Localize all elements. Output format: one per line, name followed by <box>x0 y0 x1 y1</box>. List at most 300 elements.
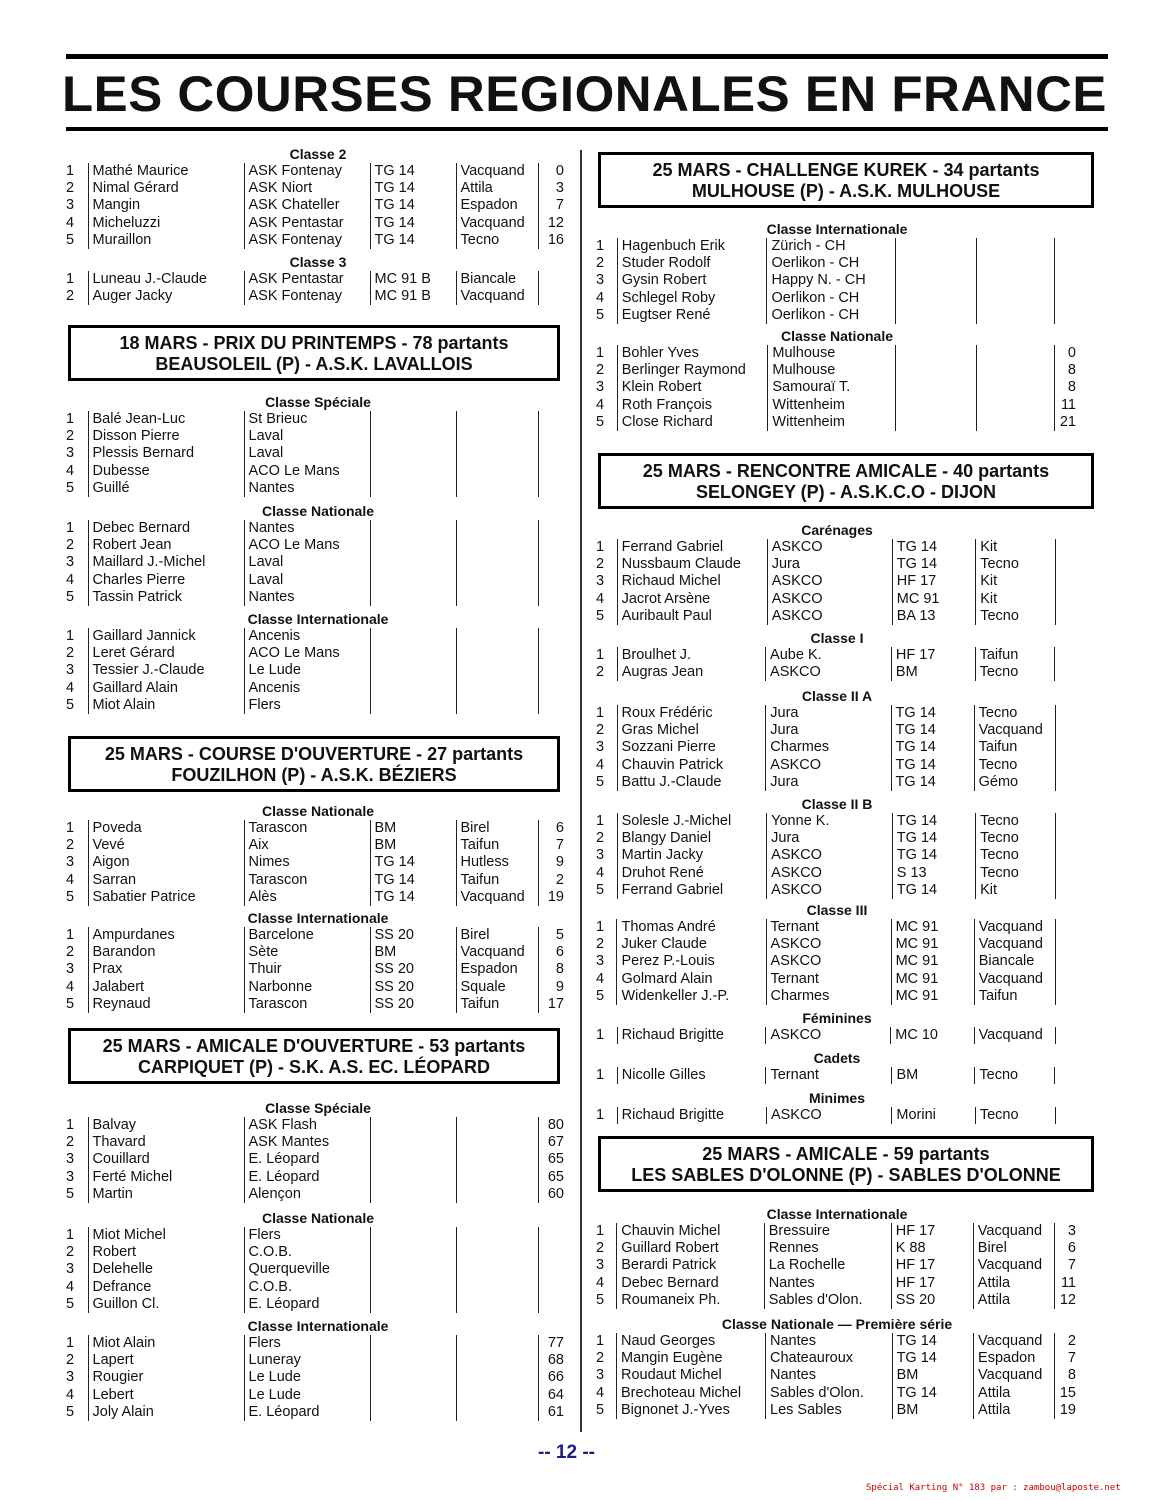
position-cell: 2 <box>66 1244 75 1261</box>
driver-cell: Ferté Michel <box>88 1169 244 1186</box>
points-cell <box>1055 1067 1078 1084</box>
table-row <box>66 1369 566 1386</box>
points-cell: 6 <box>538 944 566 961</box>
chassis-cell <box>456 1186 538 1203</box>
points-cell <box>1055 953 1078 970</box>
position-cell: 5 <box>66 888 75 905</box>
position-cell: 1 <box>66 1117 75 1133</box>
points-cell <box>538 662 566 679</box>
club-cell: Ternant <box>766 1067 892 1084</box>
points-cell: 3 <box>538 180 566 197</box>
driver-cell: Leret Gérard <box>88 645 244 662</box>
club-cell: ASKCO <box>767 539 892 556</box>
chassis-cell: Biancale <box>456 271 538 288</box>
driver-cell: Auribault Paul <box>617 608 767 625</box>
table-row <box>66 411 566 428</box>
table-row <box>66 554 566 571</box>
points-cell: 19 <box>538 889 566 906</box>
club-cell: Le Lude <box>244 1369 370 1386</box>
club-cell: E. Léopard <box>244 1169 370 1186</box>
driver-cell: Eugtser René <box>617 307 767 324</box>
chassis-cell <box>977 345 1055 362</box>
chassis-cell <box>456 428 538 445</box>
points-cell <box>1055 556 1078 573</box>
position-cell: 5 <box>596 1291 605 1308</box>
chassis-cell: Tecno <box>974 705 1055 722</box>
points-cell <box>1055 988 1078 1005</box>
club-cell: Oerlikon - CH <box>767 255 895 272</box>
engine-cell <box>895 255 977 272</box>
position-cell: 2 <box>596 556 605 573</box>
club-cell: Nantes <box>244 589 370 606</box>
race-title: 25 MARS - CHALLENGE KUREK - 34 partants <box>652 160 1040 180</box>
results-table <box>596 1027 1078 1044</box>
engine-cell: BM <box>370 820 456 837</box>
engine-cell: HF 17 <box>892 573 975 590</box>
results-table <box>596 238 1078 324</box>
club-cell: Wittenheim <box>768 397 895 414</box>
class-heading: Classe Internationale <box>247 611 389 627</box>
driver-cell: Joly Alain <box>88 1404 244 1421</box>
chassis-cell: Vacquand <box>974 919 1055 936</box>
chassis-cell: Vacquand <box>974 1027 1055 1044</box>
class-heading: Classe Nationale <box>261 503 375 519</box>
points-cell: 77 <box>538 1335 566 1352</box>
table-row <box>66 645 566 662</box>
result-group <box>66 910 570 1013</box>
chassis-cell <box>977 290 1055 307</box>
table-row <box>66 1134 566 1151</box>
position-cell: 2 <box>66 288 75 305</box>
engine-cell <box>370 1227 456 1244</box>
position-cell: 3 <box>66 662 75 679</box>
engine-cell <box>370 428 456 445</box>
club-cell: Ancenis <box>244 628 370 645</box>
engine-cell <box>895 414 976 431</box>
points-cell: 19 <box>1054 1402 1078 1419</box>
chassis-cell: Tecno <box>975 664 1055 681</box>
table-row <box>66 572 566 589</box>
results-table <box>66 1227 566 1313</box>
table-row <box>596 739 1078 756</box>
table-row <box>66 271 566 288</box>
points-cell <box>1055 1027 1078 1044</box>
chassis-cell: Kit <box>976 539 1055 556</box>
driver-cell: Tessier J.-Claude <box>88 662 244 679</box>
driver-cell: Defrance <box>88 1279 244 1296</box>
driver-cell: Gaillard Jannick <box>88 628 244 645</box>
club-cell: Jura <box>766 774 891 791</box>
engine-cell: TG 14 <box>892 539 975 556</box>
result-group <box>596 688 1078 791</box>
engine-cell: HF 17 <box>891 647 975 664</box>
points-cell: 68 <box>538 1352 566 1369</box>
position-cell: 5 <box>596 881 605 898</box>
results-table <box>66 1335 566 1421</box>
club-cell: ACO Le Mans <box>244 463 370 480</box>
engine-cell: BM <box>892 1367 973 1384</box>
chassis-cell <box>456 662 538 679</box>
points-cell <box>1055 722 1078 739</box>
driver-cell: Sozzani Pierre <box>617 739 766 756</box>
chassis-cell <box>456 520 538 537</box>
chassis-cell <box>977 397 1055 414</box>
result-group <box>596 1050 1078 1084</box>
chassis-cell <box>456 411 538 428</box>
club-cell: Nantes <box>764 1275 891 1292</box>
driver-cell: Roumaneix Ph. <box>617 1292 764 1309</box>
results-table <box>596 919 1078 1005</box>
position-cell: 2 <box>66 1134 75 1151</box>
driver-cell: Plessis Bernard <box>88 445 244 462</box>
chassis-cell: Attila <box>973 1292 1054 1309</box>
position-cell: 4 <box>66 214 75 231</box>
driver-cell: Naud Georges <box>617 1333 766 1350</box>
table-row <box>596 238 1078 255</box>
chassis-cell <box>456 1335 538 1352</box>
engine-cell <box>370 1134 456 1151</box>
chassis-cell <box>456 1261 538 1278</box>
class-heading: Classe Nationale <box>780 328 894 344</box>
chassis-cell <box>456 1244 538 1261</box>
results-table <box>596 1333 1078 1419</box>
chassis-cell <box>456 628 538 645</box>
club-cell: Yonne K. <box>767 813 893 830</box>
points-cell <box>1055 847 1078 864</box>
driver-cell: Roux Frédéric <box>617 705 766 722</box>
club-cell: ASKCO <box>767 847 893 864</box>
position-cell: 1 <box>66 927 75 943</box>
result-group <box>596 221 1078 324</box>
class-heading: Classe Nationale — Première série <box>721 1316 953 1332</box>
table-row <box>596 971 1078 988</box>
chassis-cell: Tecno <box>976 813 1055 830</box>
points-cell: 5 <box>538 927 566 944</box>
points-cell: 3 <box>1054 1223 1078 1240</box>
driver-cell: Miot Michel <box>88 1227 244 1244</box>
engine-cell <box>370 1244 456 1261</box>
chassis-cell: Taifun <box>974 988 1055 1005</box>
engine-cell <box>895 362 976 379</box>
race-header-box <box>598 453 1094 509</box>
table-row <box>66 463 566 480</box>
class-heading: Classe Nationale <box>261 803 375 819</box>
chassis-cell: Squale <box>456 979 538 996</box>
driver-cell: Blangy Daniel <box>617 830 767 847</box>
table-row <box>66 697 566 714</box>
table-row <box>596 591 1078 608</box>
points-cell <box>538 480 566 497</box>
table-row <box>596 272 1078 289</box>
club-cell: ASK Pentastar <box>244 215 370 232</box>
club-cell: Mulhouse <box>768 362 895 379</box>
engine-cell: MC 91 <box>891 953 974 970</box>
club-cell: ASKCO <box>766 1107 891 1124</box>
points-cell <box>538 463 566 480</box>
result-group <box>596 796 1078 899</box>
position-cell: 3 <box>596 1367 605 1384</box>
chassis-cell <box>456 463 538 480</box>
club-cell: St Brieuc <box>244 411 370 428</box>
engine-cell <box>370 645 456 662</box>
table-row <box>66 197 566 214</box>
table-row <box>66 1296 566 1313</box>
table-row <box>66 837 566 854</box>
club-cell: Barcelone <box>244 927 370 944</box>
table-row <box>66 1352 566 1369</box>
driver-cell: Golmard Alain <box>617 971 766 988</box>
points-cell <box>1055 865 1078 882</box>
position-cell: 4 <box>596 1384 605 1401</box>
chassis-cell <box>456 1169 538 1186</box>
engine-cell: TG 14 <box>891 722 974 739</box>
table-row <box>66 979 566 996</box>
club-cell: Jura <box>766 722 891 739</box>
position-cell: 3 <box>596 573 605 590</box>
driver-cell: Poveda <box>88 820 244 837</box>
page-number: -- 12 -- <box>538 1442 595 1463</box>
engine-cell: SS 20 <box>891 1292 973 1309</box>
position-cell: 5 <box>66 1403 75 1420</box>
club-cell: Sables d'Olon. <box>766 1385 893 1402</box>
engine-cell <box>370 628 456 645</box>
points-cell: 17 <box>538 996 566 1013</box>
class-heading: Classe 2 <box>289 146 347 162</box>
club-cell: Aix <box>244 837 370 854</box>
engine-cell: TG 14 <box>892 1333 973 1350</box>
chassis-cell: Kit <box>976 882 1055 899</box>
points-cell <box>1055 255 1078 272</box>
table-row <box>66 662 566 679</box>
chassis-cell: Tecno <box>976 865 1055 882</box>
result-group <box>66 394 570 497</box>
class-heading: Classe II A <box>801 688 873 704</box>
points-cell: 21 <box>1054 414 1078 431</box>
chassis-cell: Vacquand <box>456 288 538 305</box>
table-row <box>66 445 566 462</box>
club-cell: Laval <box>244 554 370 571</box>
points-cell <box>1055 539 1078 556</box>
position-cell: 2 <box>596 362 605 379</box>
driver-cell: Martin <box>88 1186 244 1203</box>
table-row <box>596 722 1078 739</box>
club-cell: E. Léopard <box>244 1151 370 1168</box>
table-row <box>66 1186 566 1203</box>
chassis-cell: Tecno <box>976 830 1055 847</box>
race-title: 25 MARS - AMICALE D'OUVERTURE - 53 partants <box>102 1036 526 1056</box>
result-group <box>596 328 1078 431</box>
driver-cell: Ferrand Gabriel <box>617 882 767 899</box>
club-cell: Nantes <box>244 520 370 537</box>
driver-cell: Chauvin Michel <box>617 1223 764 1240</box>
race-header-box <box>68 325 560 381</box>
points-cell: 9 <box>538 979 566 996</box>
table-row <box>66 288 566 305</box>
position-cell: 2 <box>596 722 605 739</box>
driver-cell: Mathé Maurice <box>88 163 244 180</box>
driver-cell: Thavard <box>88 1134 244 1151</box>
position-cell: 3 <box>66 1151 75 1168</box>
chassis-cell: Birel <box>456 820 538 837</box>
engine-cell <box>370 463 456 480</box>
table-row <box>596 1257 1078 1274</box>
points-cell: 6 <box>538 820 566 837</box>
engine-cell: MC 91 <box>891 971 974 988</box>
position-cell: 1 <box>596 705 605 721</box>
result-group <box>596 522 1078 625</box>
driver-cell: Luneau J.-Claude <box>88 271 244 288</box>
results-table <box>596 813 1078 899</box>
position-cell: 5 <box>66 231 75 248</box>
club-cell: ASK Chateller <box>244 197 370 214</box>
engine-cell: BM <box>892 1067 975 1084</box>
points-cell <box>1055 290 1078 307</box>
table-row <box>596 1333 1078 1350</box>
top-rule <box>66 54 1108 59</box>
chassis-cell <box>977 379 1055 396</box>
points-cell: 8 <box>1054 379 1078 396</box>
results-table <box>596 647 1078 681</box>
engine-cell <box>370 411 456 428</box>
chassis-cell: Vacquand <box>456 944 538 961</box>
engine-cell <box>370 1387 456 1404</box>
points-cell: 0 <box>538 163 566 180</box>
table-row <box>66 854 566 871</box>
chassis-cell: Vacquand <box>974 971 1055 988</box>
table-row <box>66 520 566 537</box>
table-row <box>66 1244 566 1261</box>
chassis-cell <box>977 362 1055 379</box>
position-cell: 5 <box>596 773 605 790</box>
position-cell: 2 <box>596 664 605 681</box>
driver-cell: Gaillard Alain <box>88 680 244 697</box>
chassis-cell: Vacquand <box>456 215 538 232</box>
points-cell <box>538 1244 566 1261</box>
engine-cell: TG 14 <box>370 889 456 906</box>
engine-cell: TG 14 <box>891 774 974 791</box>
driver-cell: Perez P.-Louis <box>617 953 766 970</box>
driver-cell: Brechoteau Michel <box>617 1385 766 1402</box>
club-cell: ASK Fontenay <box>244 163 370 180</box>
engine-cell: TG 14 <box>891 757 974 774</box>
club-cell: Alençon <box>244 1186 370 1203</box>
class-heading: Classe III <box>806 902 868 918</box>
result-group <box>596 1316 1078 1419</box>
driver-cell: Miot Alain <box>88 697 244 714</box>
table-row <box>596 1107 1078 1124</box>
result-group <box>596 630 1078 681</box>
race-venue: SELONGEY (P) - A.S.K.C.O - DIJON <box>695 482 997 502</box>
engine-cell <box>370 1117 456 1134</box>
points-cell <box>538 428 566 445</box>
engine-cell <box>895 238 977 255</box>
points-cell: 11 <box>1054 1275 1078 1292</box>
points-cell: 12 <box>1054 1292 1078 1309</box>
engine-cell <box>895 290 977 307</box>
driver-cell: Ampurdanes <box>88 927 244 944</box>
club-cell: ACO Le Mans <box>244 537 370 554</box>
class-heading: Classe 3 <box>289 254 347 270</box>
points-cell <box>538 589 566 606</box>
engine-cell: BA 13 <box>892 608 975 625</box>
table-row <box>66 1335 566 1352</box>
driver-cell: Jalabert <box>88 979 244 996</box>
club-cell: Nantes <box>766 1367 893 1384</box>
table-row <box>596 936 1078 953</box>
class-heading: Classe I <box>810 630 864 646</box>
driver-cell: Auger Jacky <box>88 288 244 305</box>
points-cell: 7 <box>538 837 566 854</box>
chassis-cell: Taifun <box>456 837 538 854</box>
points-cell: 7 <box>1054 1257 1078 1274</box>
driver-cell: Bignonet J.-Yves <box>617 1402 766 1419</box>
club-cell: Laval <box>244 445 370 462</box>
driver-cell: Gysin Robert <box>617 272 767 289</box>
engine-cell: SS 20 <box>370 979 456 996</box>
position-cell: 1 <box>596 1067 605 1083</box>
position-cell: 4 <box>66 462 75 479</box>
club-cell: Aube K. <box>766 647 892 664</box>
points-cell: 60 <box>538 1186 566 1203</box>
points-cell: 8 <box>1054 1367 1078 1384</box>
position-cell: 4 <box>66 1278 75 1295</box>
driver-cell: Mangin <box>88 197 244 214</box>
chassis-cell: Vacquand <box>974 722 1055 739</box>
points-cell: 7 <box>538 197 566 214</box>
club-cell: Jura <box>767 556 892 573</box>
result-group <box>66 1210 570 1313</box>
table-row <box>596 757 1078 774</box>
driver-cell: Gras Michel <box>617 722 766 739</box>
class-heading: Classe Spéciale <box>265 394 371 410</box>
position-cell: 2 <box>66 180 75 197</box>
driver-cell: Schlegel Roby <box>617 290 767 307</box>
position-cell: 4 <box>66 679 75 696</box>
table-row <box>596 813 1078 830</box>
driver-cell: Ferrand Gabriel <box>617 539 767 556</box>
table-row <box>596 290 1078 307</box>
race-header-box <box>598 1136 1094 1192</box>
engine-cell: TG 14 <box>892 882 975 899</box>
driver-cell: Disson Pierre <box>88 428 244 445</box>
points-cell <box>538 1227 566 1244</box>
chassis-cell: Vacquand <box>973 1257 1054 1274</box>
position-cell: 5 <box>596 987 605 1004</box>
engine-cell <box>895 272 977 289</box>
engine-cell <box>370 1169 456 1186</box>
class-heading: Classe Nationale <box>261 1210 375 1226</box>
driver-cell: Micheluzzi <box>88 215 244 232</box>
table-row <box>66 680 566 697</box>
club-cell: E. Léopard <box>244 1404 370 1421</box>
club-cell: Sète <box>244 944 370 961</box>
chassis-cell <box>456 572 538 589</box>
club-cell: Le Lude <box>244 662 370 679</box>
points-cell: 61 <box>538 1404 566 1421</box>
club-cell: Charmes <box>766 988 891 1005</box>
points-cell <box>1055 705 1078 722</box>
club-cell: Narbonne <box>244 979 370 996</box>
engine-cell <box>370 1404 456 1421</box>
race-title: 25 MARS - AMICALE - 59 partants <box>702 1144 990 1164</box>
position-cell: 3 <box>66 1168 75 1185</box>
position-cell: 3 <box>596 272 605 289</box>
position-cell: 4 <box>596 590 605 607</box>
table-row <box>596 774 1078 791</box>
position-cell: 4 <box>596 756 605 773</box>
position-cell: 1 <box>66 271 75 287</box>
driver-cell: Roth François <box>617 397 768 414</box>
